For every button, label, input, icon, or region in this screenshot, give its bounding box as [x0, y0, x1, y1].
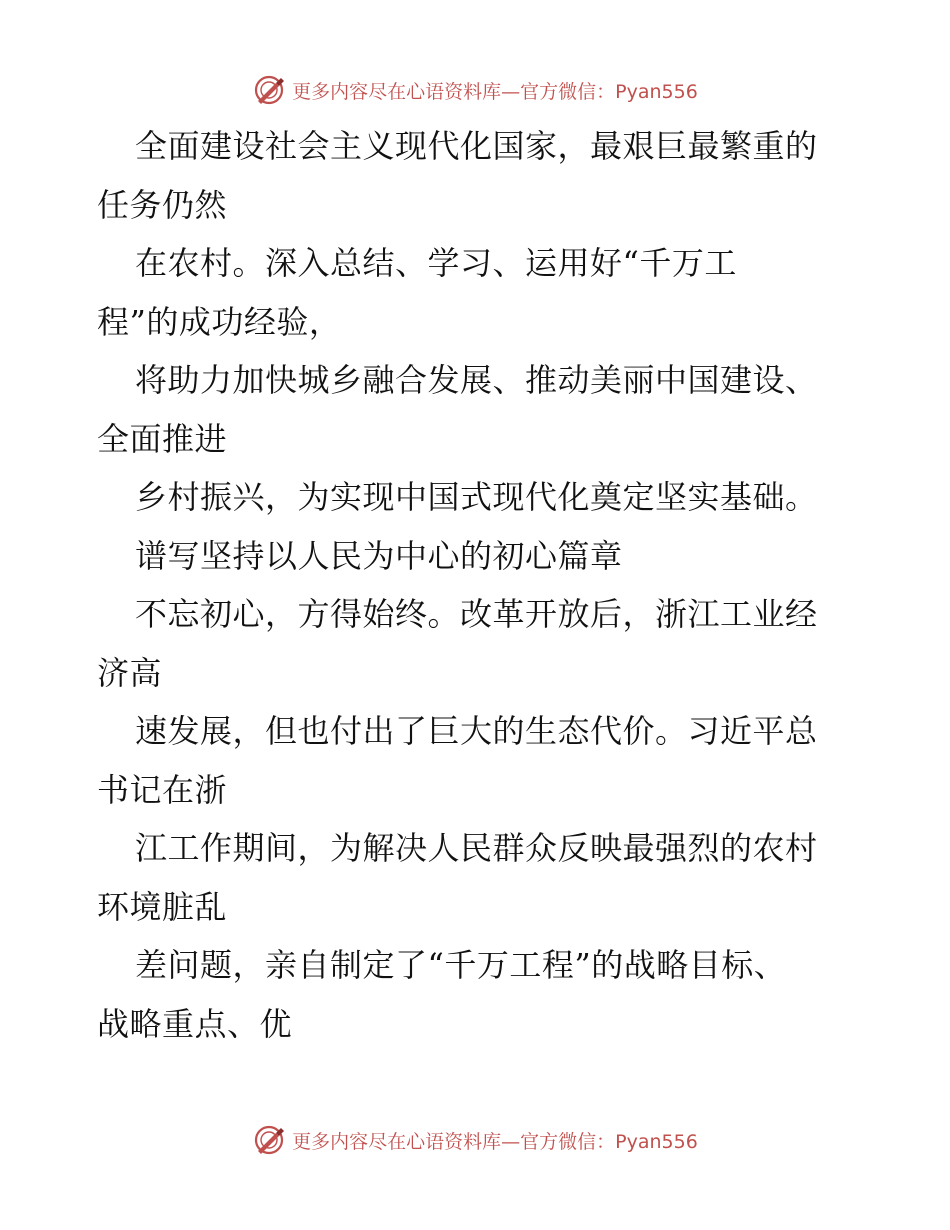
text-line: 程”的成功经验，	[97, 302, 342, 341]
text-line: 不忘初心，方得始终。改革开放后，浙江工业经	[135, 595, 818, 633]
text-line: 差问题，亲自制定了“千万工程”的战略目标、	[135, 946, 787, 984]
text-line: 战略重点、优	[97, 1004, 293, 1043]
text-line: 全面建设社会主义现代化国家，最艰巨最繁重的	[135, 127, 818, 165]
document-body	[97, 117, 877, 1053]
text-line: 速发展，但也付出了巨大的生态代价。习近平总	[135, 712, 818, 750]
text-line: 环境脏乱	[97, 887, 228, 926]
pen-logo-icon	[252, 73, 286, 107]
text-line: 乡村振兴，为实现中国式现代化奠定坚实基础。	[135, 478, 818, 516]
text-line: 在农村。深入总结、学习、运用好“千万工	[135, 244, 737, 282]
watermark-text: 更多内容尽在心语资料库—官方微信：Pyan556	[292, 80, 698, 103]
text-line: 济高	[97, 653, 163, 692]
watermark-text: 更多内容尽在心语资料库—官方微信：Pyan556	[292, 1130, 698, 1153]
pen-logo-icon	[252, 1123, 286, 1157]
text-line: 将助力加快城乡融合发展、推动美丽中国建设、	[135, 361, 818, 399]
text-line: 江工作期间，为解决人民群众反映最强烈的农村	[135, 829, 818, 867]
text-line: 书记在浙	[97, 770, 228, 809]
text-line: 全面推进	[97, 419, 228, 458]
text-line: 任务仍然	[97, 185, 228, 224]
header-watermark	[0, 70, 950, 110]
footer-watermark	[0, 1120, 950, 1160]
section-heading: 谱写坚持以人民为中心的初心篇章	[135, 536, 623, 575]
